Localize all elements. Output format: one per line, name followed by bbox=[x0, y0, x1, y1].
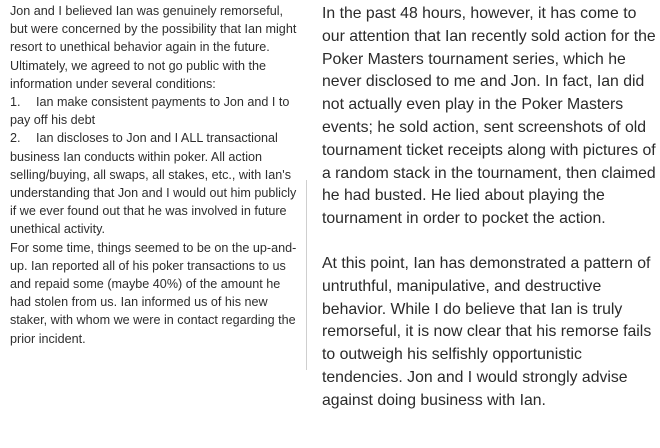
left-column bbox=[10, 2, 300, 348]
list-number: 2. bbox=[10, 131, 21, 146]
list-item-text: Ian discloses to Jon and I ALL transactional business Ian conducts within poker. All action selling/buying, all swaps, all stakes, etc., with Ian's understanding that Jon and I would out him publicly if we ever found out that he was involved in future unethical activity. bbox=[10, 131, 297, 237]
left-paragraph-2: For some time, things seemed to be on the up-and-up. Ian reported all of his poker transactions to us and repaid some (maybe 40%) of the amount he had stolen from us. Ian informed us of his new staker, with whom we were in contact regarding the prior incident. bbox=[10, 240, 297, 346]
conditions-list bbox=[10, 93, 300, 239]
right-column bbox=[322, 3, 658, 413]
column-divider bbox=[306, 180, 307, 370]
list-item-text: Ian make consistent payments to Jon and I to pay off his debt bbox=[10, 95, 290, 128]
list-item bbox=[10, 129, 300, 238]
right-paragraph-2: At this point, Ian has demonstrated a pattern of untruthful, manipulative, and destructive behavior. While I do believe that Ian is truly remorseful, it is now clear that his remorse fails to outweigh his selfishly opportunistic tendencies. Jon and I would strongly advise against doing business with Ian. bbox=[322, 254, 652, 409]
list-number: 1. bbox=[10, 95, 21, 110]
left-paragraph-1: Jon and I believed Ian was genuinely remorseful, but were concerned by the possibility that Ian might resort to unethical behavior again in the future. Ultimately, we agreed to not go public with the information under several conditions: bbox=[10, 4, 297, 91]
list-item bbox=[10, 93, 300, 129]
right-paragraph-1: In the past 48 hours, however, it has come to our attention that Ian recently sold action for the Poker Masters tournament series, which he never disclosed to me and Jon. In fact, Ian did not actually even play in the Poker Masters events; he sold action, sent screenshots of old tournament ticket receipts along with pictures of a random stack in the tournament, then claimed he had busted. He lied about playing the tournament in order to pocket the action. bbox=[322, 5, 656, 228]
